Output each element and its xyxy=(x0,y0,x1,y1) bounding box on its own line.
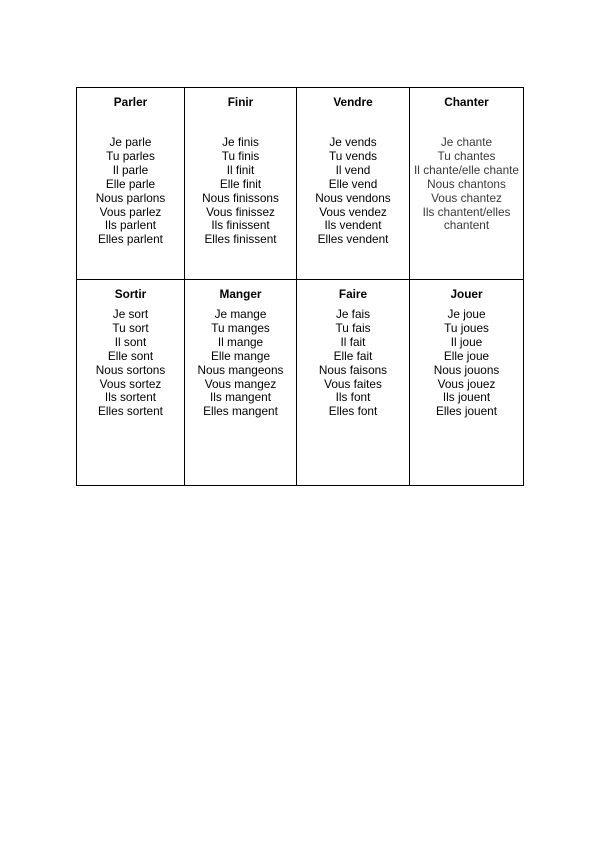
verb-cell-vendre xyxy=(297,88,410,280)
conjugation-list xyxy=(77,308,184,419)
conjugation-form: Ils finissent xyxy=(211,218,270,233)
conjugation-form: Elles sortent xyxy=(98,404,163,419)
conjugation-list xyxy=(410,136,523,233)
conjugation-form: Tu fais xyxy=(335,320,371,335)
verb-cell-faire xyxy=(297,280,410,486)
verb-title: Parler xyxy=(113,95,148,109)
conjugation-form: Nous faisons xyxy=(318,362,388,377)
conjugation-form: Elle mange xyxy=(210,348,271,363)
conjugation-form: Il fait xyxy=(340,334,366,349)
conjugation-form: Nous mangeons xyxy=(197,362,284,377)
conjugation-list xyxy=(297,308,409,419)
conjugation-form: Elle vend xyxy=(328,176,378,191)
conjugation-form: Elle joue xyxy=(443,348,490,363)
conjugation-form: Tu chantes xyxy=(437,148,496,163)
table-row xyxy=(77,88,524,280)
conjugation-form: Elle fait xyxy=(333,348,373,363)
conjugation-form: Vous vendez xyxy=(319,204,387,219)
conjugation-form: Elles finissent xyxy=(204,232,277,247)
conjugation-form: Il chante/elle chante xyxy=(414,162,519,177)
conjugation-form: Nous parlons xyxy=(95,190,166,205)
table-row xyxy=(77,280,524,486)
verb-cell-finir xyxy=(185,88,297,280)
conjugation-form: Ils chantent/elles chantent xyxy=(422,204,511,233)
conjugation-form: Elle sont xyxy=(107,348,154,363)
verb-title: Vendre xyxy=(333,95,373,109)
verb-cell-jouer xyxy=(410,280,524,486)
conjugation-form: Ils mangent xyxy=(210,390,271,405)
conjugation-form: Tu joues xyxy=(444,320,489,335)
conjugation-list xyxy=(77,136,184,247)
conjugation-form: Vous faites xyxy=(324,376,382,391)
conjugation-form: Tu manges xyxy=(211,320,270,335)
verb-cell-manger xyxy=(185,280,297,486)
conjugation-form: Elles jouent xyxy=(436,404,497,419)
conjugation-form: Je sort xyxy=(112,307,149,321)
conjugation-form: Elle finit xyxy=(219,176,262,191)
conjugation-form: Tu vends xyxy=(328,148,378,163)
conjugation-form: Elles parlent xyxy=(98,232,163,247)
conjugation-form: Nous jouons xyxy=(433,362,500,377)
verb-title: Faire xyxy=(338,287,368,301)
conjugation-form: Il vend xyxy=(335,162,371,177)
conjugation-form: Il joue xyxy=(450,334,483,349)
conjugation-form: Nous chantons xyxy=(427,176,506,191)
conjugation-form: Je chante xyxy=(440,135,493,149)
verb-cell-parler xyxy=(77,88,185,280)
conjugation-form: Ils jouent xyxy=(442,390,491,405)
conjugation-table xyxy=(76,87,524,486)
conjugation-list xyxy=(297,136,409,247)
conjugation-form: Elles vendent xyxy=(317,232,389,247)
conjugation-form: Nous finissons xyxy=(202,190,279,205)
conjugation-form: Elles font xyxy=(328,404,378,419)
conjugation-form: Vous chantez xyxy=(431,190,502,205)
verb-cell-sortir xyxy=(77,280,185,486)
conjugation-form: Je fais xyxy=(335,307,371,321)
conjugation-form: Je joue xyxy=(447,307,486,321)
conjugation-form: Je parle xyxy=(109,135,152,149)
conjugation-form: Tu parles xyxy=(106,148,155,163)
conjugation-form: Vous jouez xyxy=(437,376,496,391)
conjugation-form: Vous sortez xyxy=(99,376,162,391)
conjugation-form: Vous parlez xyxy=(99,204,162,219)
conjugation-list xyxy=(410,308,523,419)
conjugation-form: Elle parle xyxy=(105,176,156,191)
conjugation-form: Je finis xyxy=(222,135,259,149)
conjugation-form: Vous mangez xyxy=(204,376,277,391)
verb-cell-chanter xyxy=(410,88,524,280)
conjugation-form: Il mange xyxy=(217,334,264,349)
conjugation-form: Tu sort xyxy=(112,320,149,335)
conjugation-form: Nous sortons xyxy=(95,362,166,377)
conjugation-list xyxy=(185,308,296,419)
conjugation-form: Il sont xyxy=(114,334,147,349)
verb-title: Manger xyxy=(219,287,262,301)
verb-title: Jouer xyxy=(450,287,483,301)
conjugation-form: Tu finis xyxy=(221,148,260,163)
verb-title: Finir xyxy=(227,95,254,109)
verb-title: Sortir xyxy=(114,287,147,301)
conjugation-form: Il parle xyxy=(112,162,149,177)
conjugation-list xyxy=(185,136,296,247)
conjugation-form: Ils font xyxy=(335,390,371,405)
conjugation-form: Ils sortent xyxy=(104,390,157,405)
conjugation-form: Il finit xyxy=(226,162,255,177)
conjugation-form: Nous vendons xyxy=(315,190,391,205)
verb-title: Chanter xyxy=(444,95,489,109)
conjugation-form: Je vends xyxy=(329,135,377,149)
conjugation-form: Vous finissez xyxy=(206,204,275,219)
conjugation-form: Elles mangent xyxy=(203,404,278,419)
conjugation-form: Ils vendent xyxy=(324,218,382,233)
conjugation-form: Ils parlent xyxy=(104,218,157,233)
conjugation-form: Je mange xyxy=(214,307,267,321)
